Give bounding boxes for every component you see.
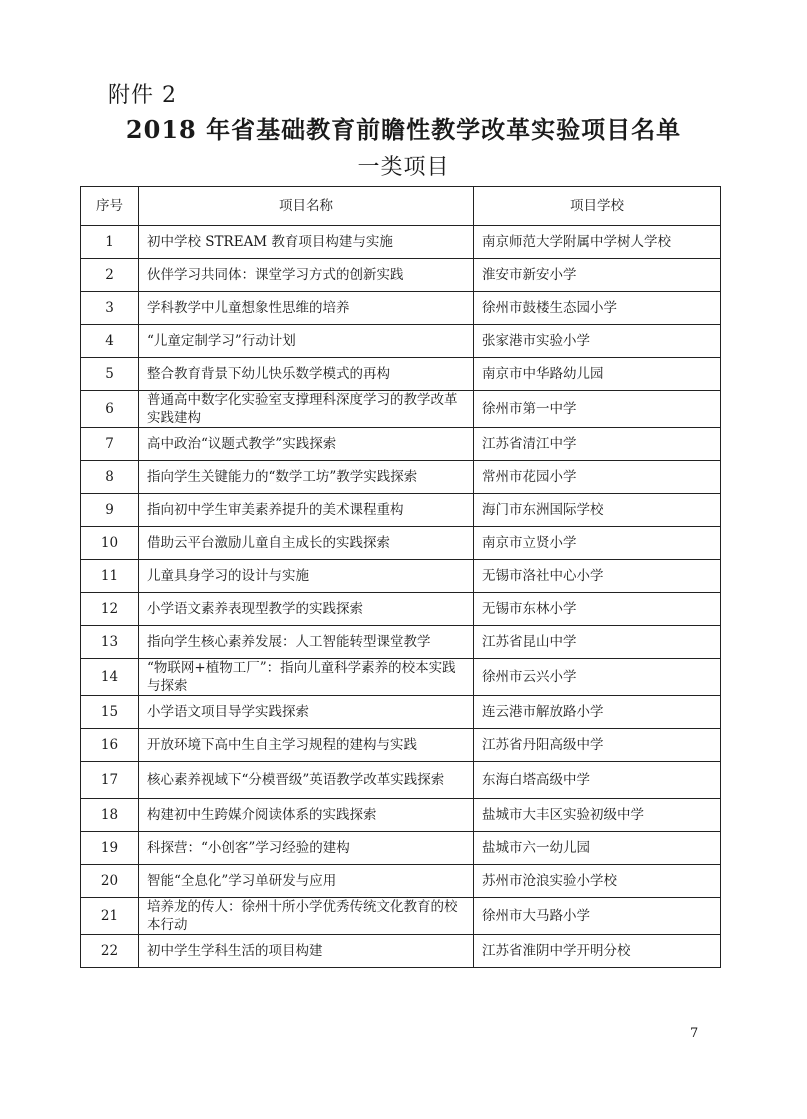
column-header-name: 项目名称 [139,187,474,226]
table-row [81,428,721,461]
table-row [81,865,721,898]
project-school: 盐城市六一幼儿园 [474,832,721,865]
table-row [81,762,721,799]
project-name: 培养龙的传人：徐州十所小学优秀传统文化教育的校本行动 [139,898,474,935]
project-school: 连云港市解放路小学 [474,696,721,729]
project-school: 徐州市云兴小学 [474,659,721,696]
project-school: 徐州市鼓楼生态园小学 [474,292,721,325]
page-number: 7 [690,1026,699,1041]
table-row [81,358,721,391]
project-name: 智能“全息化”学习单研发与应用 [139,865,474,898]
project-school: 南京师范大学附属中学树人学校 [474,226,721,259]
project-school: 盐城市大丰区实验初级中学 [474,799,721,832]
row-number: 14 [81,659,139,696]
table-row [81,659,721,696]
project-name: “儿童定制学习”行动计划 [139,325,474,358]
table-row [81,729,721,762]
project-name: 指向初中学生审美素养提升的美术课程重构 [139,494,474,527]
project-school: 江苏省丹阳高级中学 [474,729,721,762]
project-name: 科探营：“小创客”学习经验的建构 [139,832,474,865]
row-number: 10 [81,527,139,560]
project-school: 徐州市大马路小学 [474,898,721,935]
project-name: 构建初中生跨媒介阅读体系的实践探索 [139,799,474,832]
project-school: 苏州市沧浪实验小学校 [474,865,721,898]
row-number: 3 [81,292,139,325]
project-name: 借助云平台激励儿童自主成长的实践探索 [139,527,474,560]
project-name: 高中政治“议题式教学”实践探索 [139,428,474,461]
attachment-label: 附件 2 [108,83,177,108]
project-name: “物联网+植物工厂”：指向儿童科学素养的校本实践与探索 [139,659,474,696]
row-number: 16 [81,729,139,762]
table-row [81,292,721,325]
table-row [81,259,721,292]
project-school: 无锡市东林小学 [474,593,721,626]
project-name: 指向学生关键能力的“数学工坊”教学实践探索 [139,461,474,494]
project-name: 小学语文项目导学实践探索 [139,696,474,729]
row-number: 21 [81,898,139,935]
table-row [81,799,721,832]
project-table [80,186,721,968]
project-school: 徐州市第一中学 [474,391,721,428]
project-school: 南京市立贤小学 [474,527,721,560]
project-school: 张家港市实验小学 [474,325,721,358]
row-number: 9 [81,494,139,527]
project-school: 江苏省清江中学 [474,428,721,461]
project-school: 淮安市新安小学 [474,259,721,292]
table-row [81,696,721,729]
project-name: 小学语文素养表现型教学的实践探索 [139,593,474,626]
table-row [81,527,721,560]
table-row [81,560,721,593]
row-number: 5 [81,358,139,391]
project-school: 无锡市洛社中心小学 [474,560,721,593]
row-number: 2 [81,259,139,292]
row-number: 4 [81,325,139,358]
table-row [81,593,721,626]
table-row [81,935,721,968]
row-number: 18 [81,799,139,832]
row-number: 22 [81,935,139,968]
project-school: 江苏省淮阴中学开明分校 [474,935,721,968]
project-name: 伙伴学习共同体：课堂学习方式的创新实践 [139,259,474,292]
project-name: 学科教学中儿童想象性思维的培养 [139,292,474,325]
table-row [81,832,721,865]
project-name: 初中学生学科生活的项目构建 [139,935,474,968]
page-title: 2018 年省基础教育前瞻性教学改革实验项目名单 [125,115,682,144]
project-school: 常州市花园小学 [474,461,721,494]
column-header-school: 项目学校 [474,187,721,226]
row-number: 20 [81,865,139,898]
table-row [81,898,721,935]
project-school: 江苏省昆山中学 [474,626,721,659]
section-subtitle: 一类项目 [357,155,450,180]
table-row [81,226,721,259]
project-name: 整合教育背景下幼儿快乐数学模式的再构 [139,358,474,391]
table-row [81,391,721,428]
project-name: 初中学校 STREAM 教育项目构建与实施 [139,226,474,259]
row-number: 11 [81,560,139,593]
row-number: 7 [81,428,139,461]
table-row [81,461,721,494]
project-name: 核心素养视域下“分模晋级”英语教学改革实践探索 [139,762,474,799]
row-number: 8 [81,461,139,494]
table-row [81,494,721,527]
row-number: 19 [81,832,139,865]
project-name: 开放环境下高中生自主学习规程的建构与实践 [139,729,474,762]
row-number: 1 [81,226,139,259]
project-name: 指向学生核心素养发展：人工智能转型课堂教学 [139,626,474,659]
project-name: 普通高中数字化实验室支撑理科深度学习的教学改革实践建构 [139,391,474,428]
project-school: 南京市中华路幼儿园 [474,358,721,391]
row-number: 17 [81,762,139,799]
project-school: 东海白塔高级中学 [474,762,721,799]
project-name: 儿童具身学习的设计与实施 [139,560,474,593]
table-header-row [81,187,721,226]
row-number: 13 [81,626,139,659]
project-school: 海门市东洲国际学校 [474,494,721,527]
column-header-no: 序号 [81,187,139,226]
row-number: 6 [81,391,139,428]
row-number: 12 [81,593,139,626]
table-row [81,325,721,358]
table-row [81,626,721,659]
row-number: 15 [81,696,139,729]
